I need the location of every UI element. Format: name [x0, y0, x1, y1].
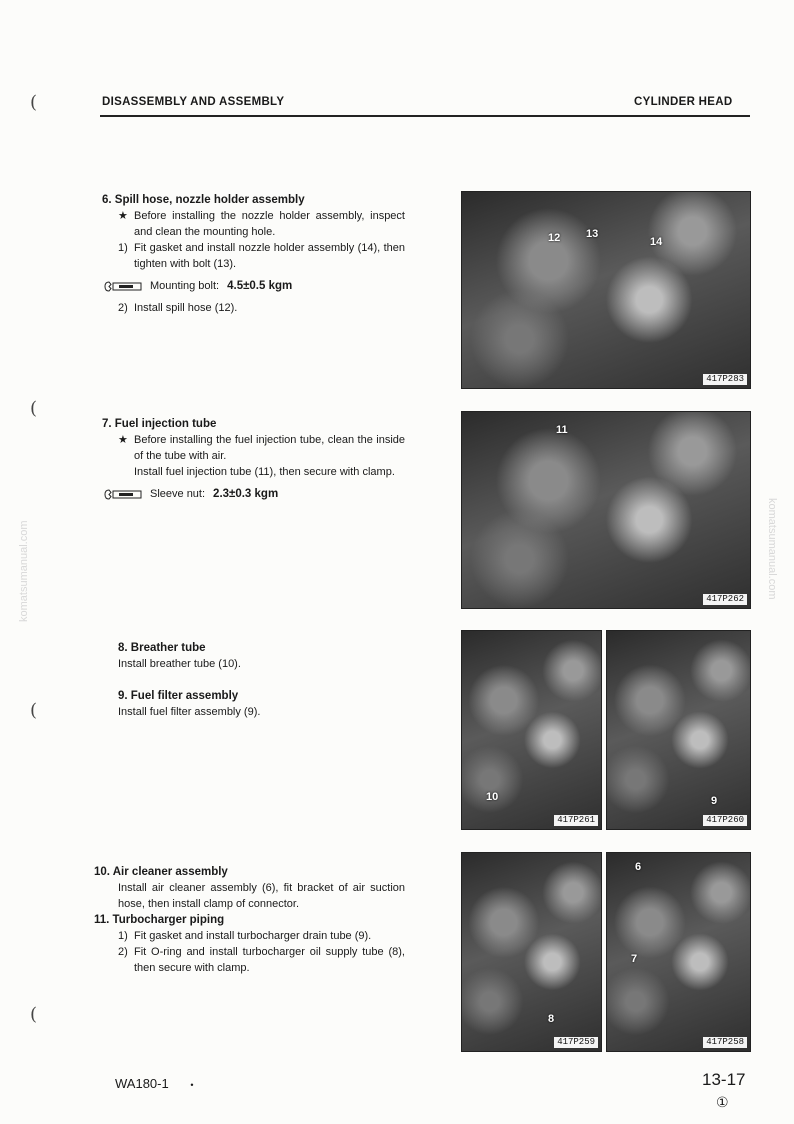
revision-mark: ① [716, 1094, 729, 1110]
photo-nozzle-holder: 12 13 14 417P283 [461, 191, 751, 389]
photo-breather-tube: 10 417P261 [461, 630, 602, 830]
photo-turbocharger-piping: 6 7 417P258 [606, 852, 751, 1052]
torque-wrench-icon [104, 489, 142, 500]
header-chapter-title: CYLINDER HEAD [634, 96, 733, 108]
section-10-text: Install air cleaner assembly (6), fit bracket of air suction hose, then install clamp of connector. [118, 882, 405, 910]
section-11-step-2: 2) Fit O-ring and install turbocharger oil supply tube (8), then secure with clamp. [118, 946, 405, 974]
photo-code: 417P283 [703, 374, 747, 385]
photo-code: 417P260 [703, 815, 747, 826]
section-7-torque-value: 2.3±0.3 kgm [213, 488, 279, 500]
photo-code: 417P259 [554, 1037, 598, 1048]
page-number: 13-17 [702, 1070, 746, 1089]
section-11-step-1: 1) Fit gasket and install turbocharger drain tube (9). [118, 930, 372, 942]
photo-fuel-filter: 9 417P260 [606, 630, 751, 830]
section-11 [94, 912, 405, 976]
footer-model: WA180-1 • [115, 1076, 194, 1091]
section-6-torque-value: 4.5±0.5 kgm [227, 280, 293, 292]
photo-air-cleaner: 8 417P259 [461, 852, 602, 1052]
section-7-torque-label: Sleeve nut: [150, 488, 206, 500]
section-9-text: Install fuel filter assembly (9). [118, 706, 261, 718]
section-7-note-2: Install fuel injection tube (11), then secure with clamp. [134, 466, 395, 478]
section-9-title: 9. Fuel filter assembly [118, 690, 239, 702]
photo-code: 417P262 [703, 594, 747, 605]
photo-code: 417P261 [554, 815, 598, 826]
photo-code: 417P258 [703, 1037, 747, 1048]
watermark-left: komatsumanual.com [18, 520, 30, 622]
section-7-note: ★ Before installing the fuel injection tube, clean the inside of the tube with air. [118, 434, 405, 462]
section-6-title: 6. Spill hose, nozzle holder assembly [102, 194, 305, 206]
margin-mark: ( [30, 92, 38, 113]
section-8 [118, 640, 408, 672]
section-7-torque [104, 486, 405, 502]
section-10-title: 10. Air cleaner assembly [94, 866, 228, 878]
header-section-title: DISASSEMBLY AND ASSEMBLY [102, 96, 285, 108]
section-6-torque [104, 278, 405, 294]
section-11-title: 11. Turbocharger piping [94, 914, 225, 926]
section-6-torque-label: Mounting bolt: [150, 280, 220, 292]
photo-fuel-injection-tube: 11 417P262 [461, 411, 751, 609]
section-6 [102, 192, 405, 316]
section-6-note: ★ Before installing the nozzle holder assembly, inspect and clean the mounting hole. [118, 210, 405, 238]
margin-mark: ( [30, 1004, 38, 1025]
header-rule [100, 115, 750, 117]
section-7 [102, 416, 405, 508]
section-10 [94, 864, 405, 912]
section-9 [118, 688, 408, 720]
torque-wrench-icon [104, 281, 142, 292]
watermark-right: komatsumanual.com [766, 498, 778, 600]
section-6-step-2: 2) Install spill hose (12). [118, 302, 238, 314]
section-6-step-1: 1) Fit gasket and install nozzle holder assembly (14), then tighten with bolt (13). [118, 242, 405, 270]
section-8-title: 8. Breather tube [118, 642, 206, 654]
margin-mark: ( [30, 398, 38, 419]
section-7-title: 7. Fuel injection tube [102, 418, 217, 430]
margin-mark: ( [30, 700, 38, 721]
section-8-text: Install breather tube (10). [118, 658, 241, 670]
